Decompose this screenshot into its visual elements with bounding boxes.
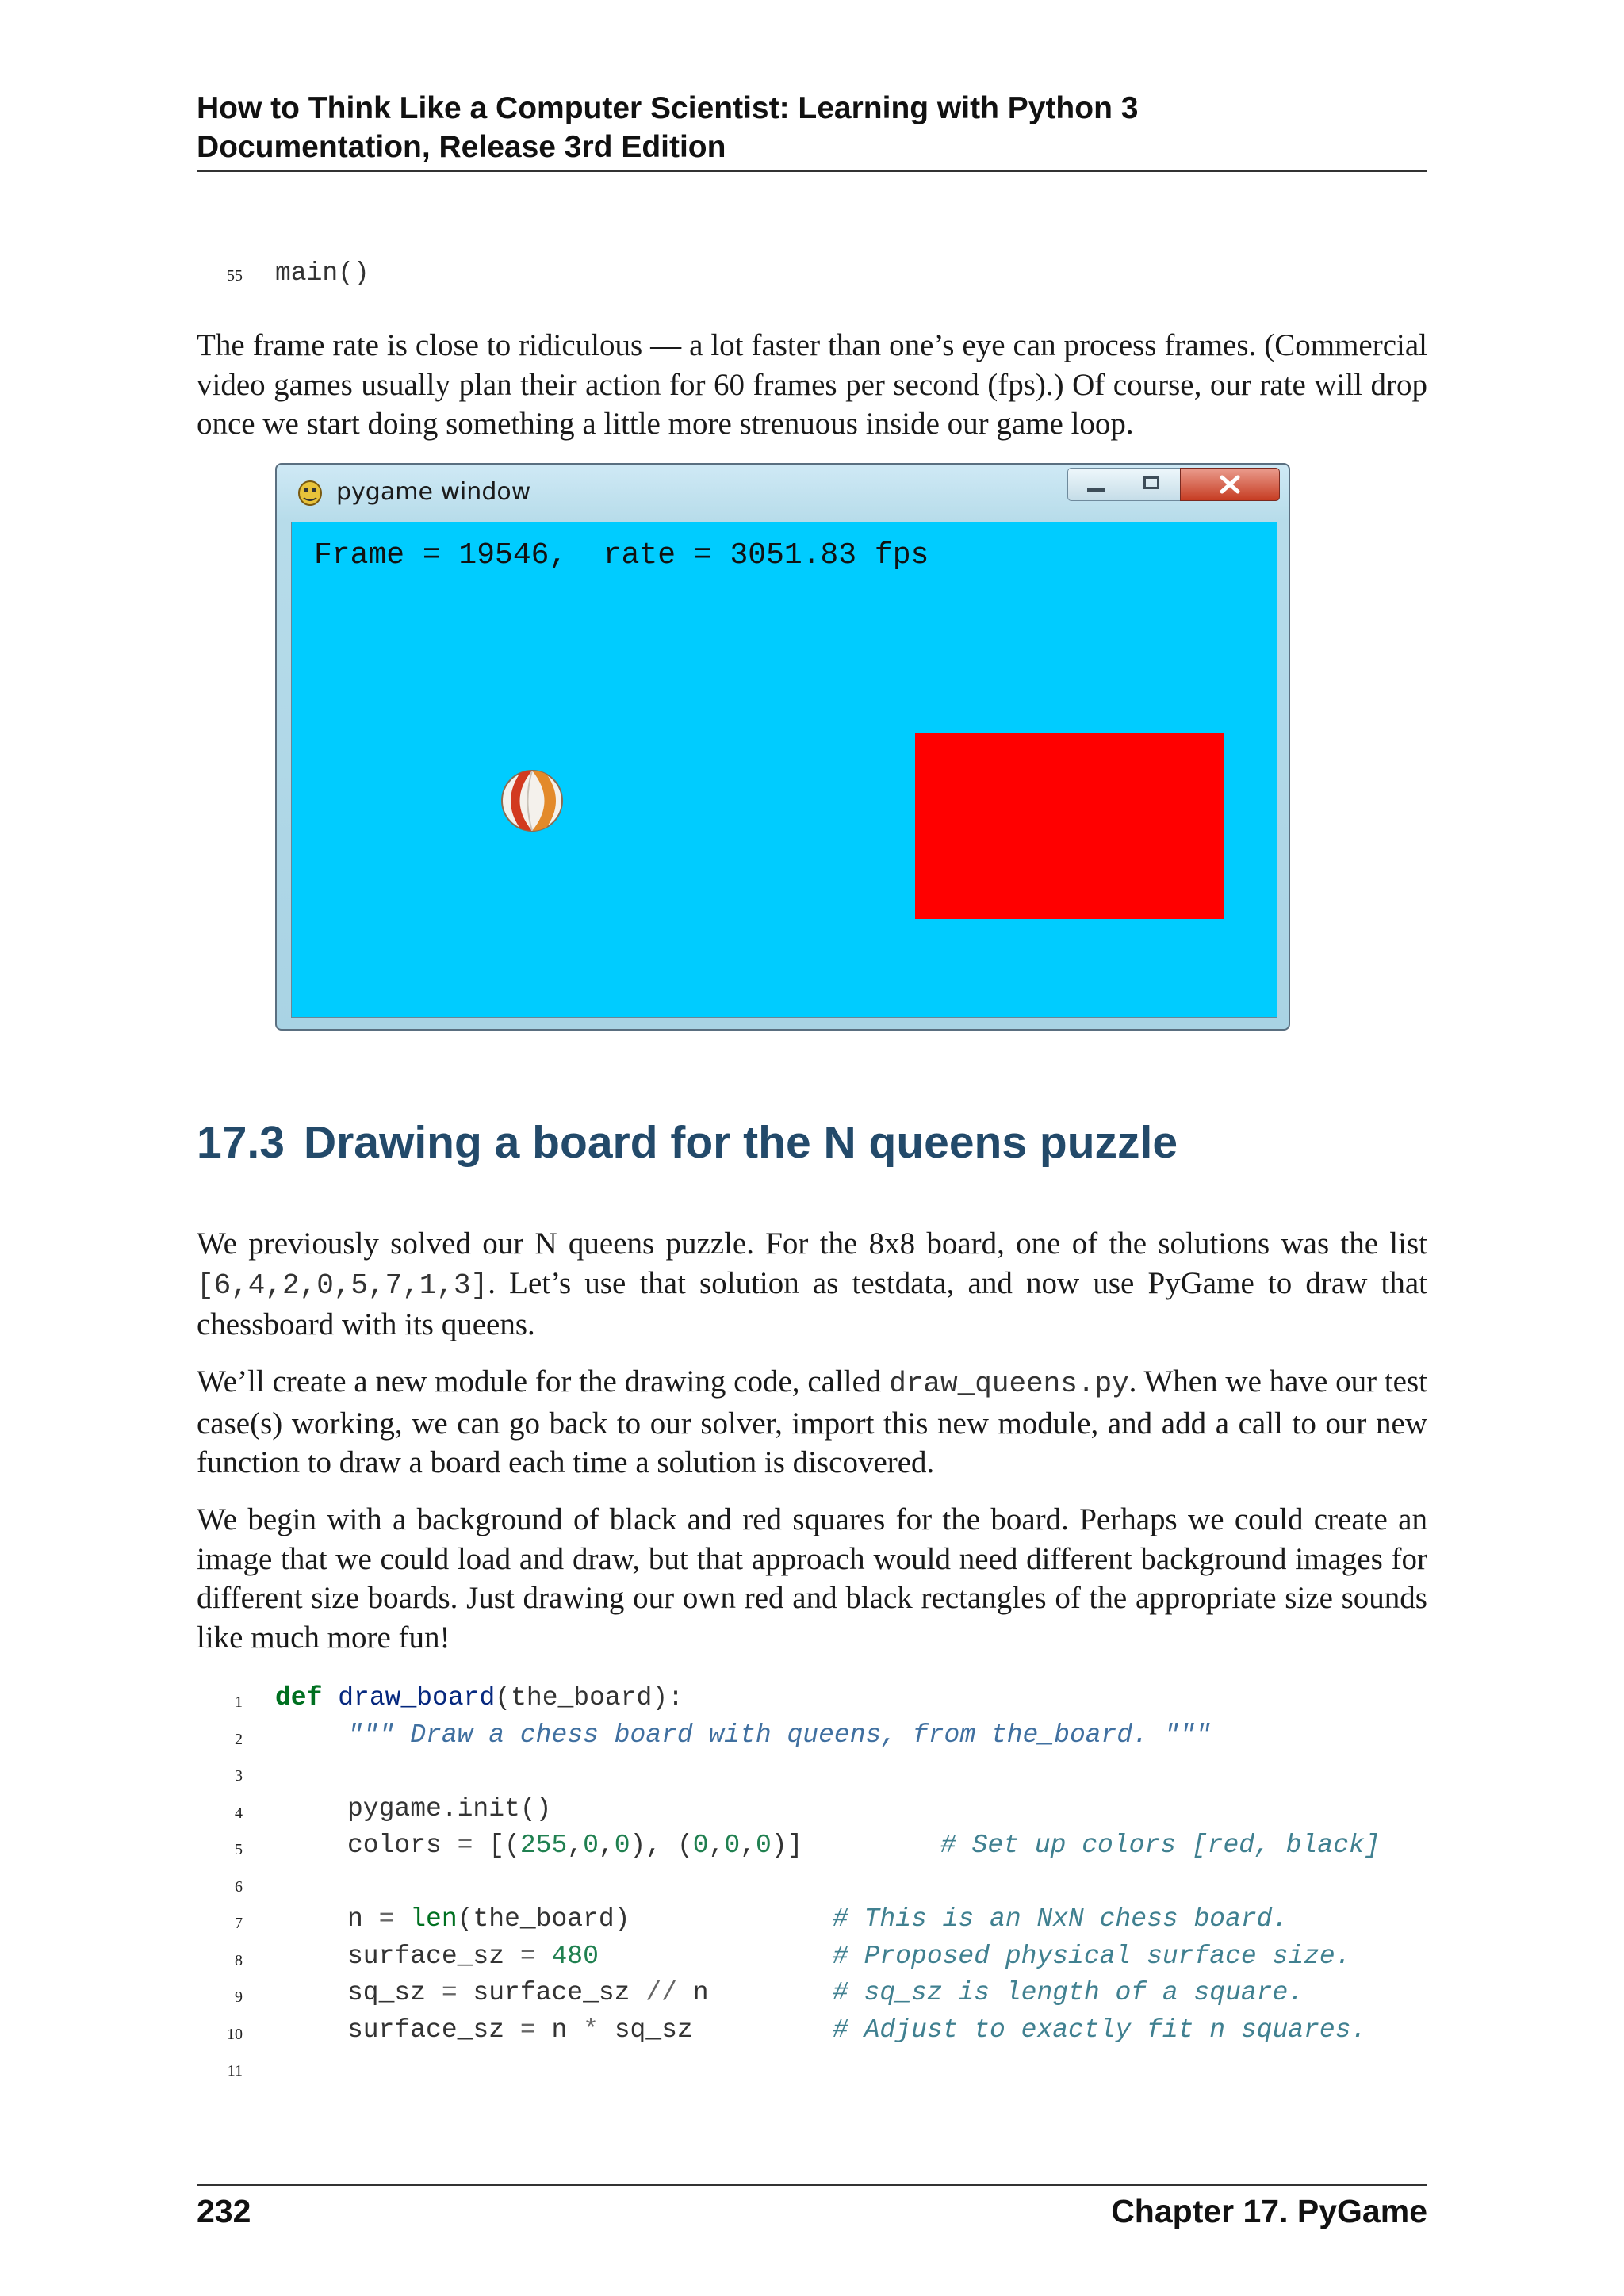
code-operator: //	[645, 1978, 677, 2007]
close-button[interactable]	[1180, 468, 1280, 501]
code-comment: # This is an NxN chess board.	[833, 1904, 1289, 1934]
window-title: pygame window	[336, 478, 531, 506]
maximize-button[interactable]	[1124, 468, 1181, 501]
code-text: ), (	[630, 1831, 693, 1860]
paragraph-module	[197, 1362, 1427, 1483]
code-text: ,	[708, 1831, 725, 1860]
code-text: surface_sz	[347, 2015, 520, 2045]
code-docstring: """ Draw a chess board with queens, from the_board. """	[347, 1720, 1212, 1750]
code-line-number: 5	[235, 1841, 243, 1858]
code-text: ,	[740, 1831, 756, 1860]
code-line	[275, 1683, 684, 1712]
minimize-icon	[1087, 488, 1105, 492]
code-operator: *	[583, 2015, 599, 2045]
maximize-icon	[1143, 476, 1159, 489]
code-text: n	[535, 2015, 584, 2045]
paragraph-text: We’ll create a new module for the drawing code, called	[197, 1364, 890, 1399]
paragraph-text: . Let’s use that solution as testdata, and now use PyGame to draw that chessboard with its queens.	[197, 1265, 1427, 1341]
paragraph-framerate: The frame rate is close to ridiculous — a lot faster than one’s eye can process frames. (Commercial video games usually plan their action for 60 frames per second (fps).) Of course, our rate will drop once we start doing something a little more strenuous inside our game loop.	[197, 328, 1427, 441]
code-line-number: 10	[227, 2026, 243, 2043]
code-operator: =	[378, 1904, 395, 1934]
section-heading	[197, 1116, 1178, 1169]
code-operator: =	[519, 1942, 536, 1971]
code-number: 0	[724, 1831, 741, 1860]
code-comment: # Set up colors [red, black]	[940, 1831, 1381, 1860]
code-line-number: 55	[227, 267, 243, 285]
code-line: pygame.init()	[347, 1794, 552, 1823]
code-line	[347, 1942, 599, 1971]
code-text: (the_board):	[495, 1683, 684, 1712]
code-comment: # Proposed physical surface size.	[833, 1942, 1351, 1971]
footer-rule	[197, 2184, 1427, 2186]
code-builtin: len	[410, 1904, 458, 1934]
code-text: surface_sz	[347, 1942, 520, 1971]
code-number: 0	[756, 1831, 772, 1860]
code-text: [(	[473, 1831, 520, 1860]
code-text: (the_board)	[457, 1904, 630, 1934]
code-text: sq_sz	[598, 2015, 693, 2045]
code-text: )]	[771, 1831, 803, 1860]
code-operator: =	[519, 2015, 536, 2045]
code-line-number: 7	[235, 1915, 243, 1932]
header-title-line2: Documentation, Release 3rd Edition	[197, 130, 726, 164]
code-line	[347, 1720, 1211, 1750]
code-number: 0	[692, 1831, 709, 1860]
code-line-number: 11	[227, 2062, 243, 2080]
code-line-number: 6	[235, 1878, 243, 1896]
code-line	[347, 1904, 630, 1934]
code-function-name: draw_board	[338, 1683, 496, 1712]
code-line	[347, 2015, 693, 2045]
pygame-logo-icon	[294, 476, 326, 507]
code-text: ,	[567, 1831, 584, 1860]
code-text: colors	[347, 1831, 458, 1860]
frame-rate-readout: Frame = 19546, rate = 3051.83 fps	[314, 538, 929, 572]
code-text: ,	[598, 1831, 615, 1860]
code-number: 0	[583, 1831, 599, 1860]
close-icon	[1219, 475, 1241, 494]
code-text: n	[347, 1904, 379, 1934]
code-operator: =	[441, 1978, 458, 2007]
paragraph-text: We previously solved our N queens puzzle. For the 8x8 board, one of the solutions was the list	[197, 1226, 1427, 1261]
section-number: 17.3	[197, 1117, 285, 1168]
code-keyword: def	[275, 1683, 323, 1712]
beach-ball-icon	[500, 768, 565, 833]
code-line-number: 1	[235, 1693, 243, 1711]
code-line-number: 9	[235, 1988, 243, 2006]
code-line	[347, 1978, 709, 2007]
header-rule	[197, 170, 1427, 172]
inline-code: draw_queens.py	[889, 1368, 1129, 1400]
paragraph-text: . When we have our test case(s) working, we can go back to our solver, import this new module, and add a call to our new function to draw a board each time a solution is discovered.	[197, 1364, 1427, 1479]
code-line: main()	[275, 258, 370, 288]
paragraph-background: We begin with a background of black and red squares for the board. Perhaps we could create an image that we could load and draw, but that approach would need different background images for different size boards. Just drawing our own red and black rectangles of the appropriate size sounds like much more fun!	[197, 1502, 1427, 1655]
paragraph-nqueens	[197, 1224, 1427, 1345]
code-comment: # Adjust to exactly fit n squares.	[833, 2015, 1367, 2045]
code-text: surface_sz	[457, 1978, 646, 2007]
minimize-button[interactable]	[1067, 468, 1124, 501]
red-rectangle	[915, 733, 1224, 919]
running-header	[197, 89, 1427, 166]
page-number: 232	[197, 2193, 251, 2229]
code-line-number: 3	[235, 1767, 243, 1785]
code-number: 0	[614, 1831, 630, 1860]
code-text: n	[676, 1978, 709, 2007]
code-comment: # sq_sz is length of a square.	[833, 1978, 1304, 2007]
pygame-surface	[291, 522, 1277, 1018]
window-controls	[1067, 468, 1278, 503]
code-operator: =	[457, 1831, 473, 1860]
code-number: 255	[519, 1831, 568, 1860]
header-title-line1: How to Think Like a Computer Scientist: Learning with Python 3	[197, 91, 1139, 125]
code-number: 480	[551, 1942, 599, 1971]
code-line-number: 4	[235, 1804, 243, 1822]
chapter-label: Chapter 17. PyGame	[1111, 2193, 1427, 2229]
section-title: Drawing a board for the N queens puzzle	[303, 1117, 1178, 1168]
code-line-number: 2	[235, 1731, 243, 1748]
code-line	[347, 1831, 802, 1860]
code-line-number: 8	[235, 1952, 243, 1969]
code-text: sq_sz	[347, 1978, 442, 2007]
pygame-window	[275, 463, 1290, 1031]
inline-code: [6,4,2,0,5,7,1,3]	[197, 1269, 488, 1302]
